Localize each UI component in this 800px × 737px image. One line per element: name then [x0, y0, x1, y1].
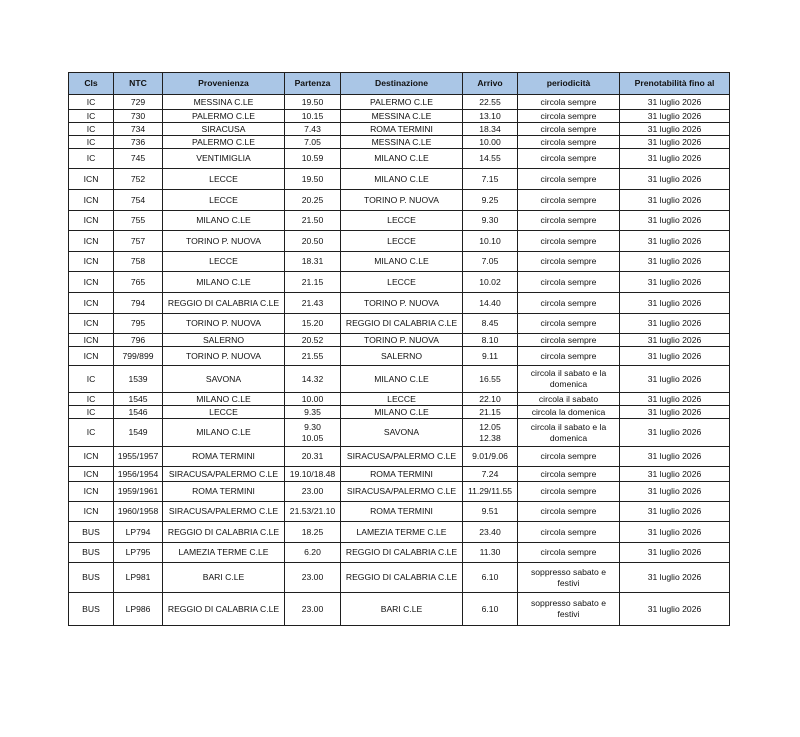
cell-cls: ICN — [69, 314, 114, 334]
cell-arrivo: 10.10 — [463, 231, 518, 252]
cell-prenotabilita: 31 luglio 2026 — [620, 522, 730, 543]
cell-ntc: 1546 — [114, 406, 163, 419]
cell-periodicita: circola sempre — [518, 522, 620, 543]
cell-arrivo: 7.05 — [463, 252, 518, 272]
cell-destinazione: LAMEZIA TERME C.LE — [341, 522, 463, 543]
cell-arrivo: 11.30 — [463, 543, 518, 563]
cell-prenotabilita: 31 luglio 2026 — [620, 149, 730, 169]
cell-arrivo: 8.45 — [463, 314, 518, 334]
table-row — [69, 563, 730, 593]
cell-partenza: 19.50 — [285, 95, 341, 110]
cell-cls: ICN — [69, 467, 114, 482]
cell-destinazione: LECCE — [341, 393, 463, 406]
cell-arrivo: 6.10 — [463, 593, 518, 626]
cell-ntc: 1955/1957 — [114, 447, 163, 467]
table-row — [69, 502, 730, 522]
cell-cls: IC — [69, 136, 114, 149]
cell-partenza: 20.31 — [285, 447, 341, 467]
cell-prenotabilita: 31 luglio 2026 — [620, 347, 730, 366]
cell-provenienza: LECCE — [163, 169, 285, 190]
cell-provenienza: TORINO P. NUOVA — [163, 231, 285, 252]
cell-cls: ICN — [69, 447, 114, 467]
cell-cls: ICN — [69, 347, 114, 366]
cell-arrivo: 7.24 — [463, 467, 518, 482]
cell-provenienza: SIRACUSA — [163, 123, 285, 136]
cell-periodicita: circola sempre — [518, 110, 620, 123]
table-row — [69, 482, 730, 502]
cell-arrivo: 14.55 — [463, 149, 518, 169]
cell-arrivo: 10.02 — [463, 272, 518, 293]
cell-periodicita: soppresso sabato e festivi — [518, 563, 620, 593]
header-partenza: Partenza — [285, 73, 341, 95]
cell-destinazione: ROMA TERMINI — [341, 123, 463, 136]
cell-cls: IC — [69, 393, 114, 406]
cell-destinazione: SIRACUSA/PALERMO C.LE — [341, 447, 463, 467]
cell-prenotabilita: 31 luglio 2026 — [620, 502, 730, 522]
cell-provenienza: BARI C.LE — [163, 563, 285, 593]
table-row — [69, 522, 730, 543]
cell-ntc: 1956/1954 — [114, 467, 163, 482]
table-row — [69, 334, 730, 347]
cell-provenienza: SALERNO — [163, 334, 285, 347]
cell-provenienza: VENTIMIGLIA — [163, 149, 285, 169]
cell-prenotabilita: 31 luglio 2026 — [620, 169, 730, 190]
table-row — [69, 252, 730, 272]
cell-destinazione: SAVONA — [341, 419, 463, 447]
cell-periodicita: circola sempre — [518, 123, 620, 136]
cell-periodicita: circola sempre — [518, 467, 620, 482]
cell-partenza: 23.00 — [285, 482, 341, 502]
cell-destinazione: TORINO P. NUOVA — [341, 293, 463, 314]
table-row — [69, 136, 730, 149]
cell-arrivo: 22.10 — [463, 393, 518, 406]
cell-provenienza: MILANO C.LE — [163, 419, 285, 447]
cell-arrivo: 23.40 — [463, 522, 518, 543]
cell-prenotabilita: 31 luglio 2026 — [620, 293, 730, 314]
cell-partenza: 20.52 — [285, 334, 341, 347]
cell-arrivo: 7.15 — [463, 169, 518, 190]
cell-cls: BUS — [69, 593, 114, 626]
cell-cls: IC — [69, 95, 114, 110]
table-row — [69, 169, 730, 190]
cell-destinazione: PALERMO C.LE — [341, 95, 463, 110]
cell-prenotabilita: 31 luglio 2026 — [620, 447, 730, 467]
cell-provenienza: REGGIO DI CALABRIA C.LE — [163, 593, 285, 626]
cell-provenienza: MESSINA C.LE — [163, 95, 285, 110]
cell-partenza: 9.30 10.05 — [285, 419, 341, 447]
cell-arrivo: 14.40 — [463, 293, 518, 314]
table-row — [69, 447, 730, 467]
cell-arrivo: 8.10 — [463, 334, 518, 347]
cell-provenienza: PALERMO C.LE — [163, 110, 285, 123]
cell-destinazione: LECCE — [341, 231, 463, 252]
cell-periodicita: circola sempre — [518, 502, 620, 522]
cell-prenotabilita: 31 luglio 2026 — [620, 543, 730, 563]
cell-ntc: 765 — [114, 272, 163, 293]
cell-periodicita: circola sempre — [518, 314, 620, 334]
cell-arrivo: 16.55 — [463, 366, 518, 393]
cell-prenotabilita: 31 luglio 2026 — [620, 419, 730, 447]
cell-ntc: 1959/1961 — [114, 482, 163, 502]
table-row — [69, 347, 730, 366]
cell-ntc: 1539 — [114, 366, 163, 393]
cell-partenza: 21.55 — [285, 347, 341, 366]
cell-periodicita: circola il sabato e la domenica — [518, 366, 620, 393]
cell-partenza: 18.25 — [285, 522, 341, 543]
cell-destinazione: MILANO C.LE — [341, 252, 463, 272]
cell-ntc: 736 — [114, 136, 163, 149]
cell-cls: IC — [69, 419, 114, 447]
cell-periodicita: circola sempre — [518, 293, 620, 314]
cell-prenotabilita: 31 luglio 2026 — [620, 272, 730, 293]
cell-partenza: 10.00 — [285, 393, 341, 406]
cell-destinazione: MILANO C.LE — [341, 366, 463, 393]
table-row — [69, 314, 730, 334]
cell-prenotabilita: 31 luglio 2026 — [620, 211, 730, 231]
train-schedule-table — [68, 72, 730, 626]
cell-ntc: 1545 — [114, 393, 163, 406]
cell-partenza: 15.20 — [285, 314, 341, 334]
cell-periodicita: circola sempre — [518, 211, 620, 231]
cell-partenza: 9.35 — [285, 406, 341, 419]
cell-arrivo: 12.05 12.38 — [463, 419, 518, 447]
cell-ntc: 758 — [114, 252, 163, 272]
table-row — [69, 467, 730, 482]
cell-prenotabilita: 31 luglio 2026 — [620, 314, 730, 334]
cell-cls: IC — [69, 149, 114, 169]
table-row — [69, 190, 730, 211]
cell-arrivo: 10.00 — [463, 136, 518, 149]
cell-provenienza: ROMA TERMINI — [163, 482, 285, 502]
cell-ntc: 794 — [114, 293, 163, 314]
cell-destinazione: REGGIO DI CALABRIA C.LE — [341, 543, 463, 563]
cell-periodicita: circola sempre — [518, 482, 620, 502]
cell-periodicita: circola sempre — [518, 149, 620, 169]
cell-ntc: 745 — [114, 149, 163, 169]
cell-cls: BUS — [69, 522, 114, 543]
cell-arrivo: 9.30 — [463, 211, 518, 231]
cell-periodicita: circola la domenica — [518, 406, 620, 419]
cell-arrivo: 9.11 — [463, 347, 518, 366]
cell-partenza: 21.50 — [285, 211, 341, 231]
cell-partenza: 14.32 — [285, 366, 341, 393]
cell-provenienza: SIRACUSA/PALERMO C.LE — [163, 467, 285, 482]
cell-destinazione: MESSINA C.LE — [341, 136, 463, 149]
cell-partenza: 23.00 — [285, 593, 341, 626]
cell-arrivo: 9.51 — [463, 502, 518, 522]
cell-ntc: 752 — [114, 169, 163, 190]
cell-periodicita: circola sempre — [518, 334, 620, 347]
cell-provenienza: LECCE — [163, 252, 285, 272]
cell-periodicita: soppresso sabato e festivi — [518, 593, 620, 626]
cell-prenotabilita: 31 luglio 2026 — [620, 393, 730, 406]
cell-cls: IC — [69, 110, 114, 123]
cell-cls: ICN — [69, 169, 114, 190]
cell-partenza: 19.10/18.48 — [285, 467, 341, 482]
cell-arrivo: 18.34 — [463, 123, 518, 136]
cell-destinazione: LECCE — [341, 211, 463, 231]
cell-partenza: 6.20 — [285, 543, 341, 563]
cell-ntc: 796 — [114, 334, 163, 347]
cell-prenotabilita: 31 luglio 2026 — [620, 563, 730, 593]
cell-ntc: 1549 — [114, 419, 163, 447]
cell-prenotabilita: 31 luglio 2026 — [620, 123, 730, 136]
cell-cls: IC — [69, 123, 114, 136]
cell-prenotabilita: 31 luglio 2026 — [620, 406, 730, 419]
cell-arrivo: 13.10 — [463, 110, 518, 123]
cell-periodicita: circola sempre — [518, 190, 620, 211]
cell-periodicita: circola sempre — [518, 231, 620, 252]
cell-ntc: LP795 — [114, 543, 163, 563]
header-periodicita: periodicità — [518, 73, 620, 95]
header-destinazione: Destinazione — [341, 73, 463, 95]
cell-periodicita: circola sempre — [518, 347, 620, 366]
cell-prenotabilita: 31 luglio 2026 — [620, 334, 730, 347]
cell-cls: ICN — [69, 334, 114, 347]
table-row — [69, 406, 730, 419]
cell-cls: ICN — [69, 211, 114, 231]
table-row — [69, 231, 730, 252]
table-row — [69, 123, 730, 136]
table-row — [69, 543, 730, 563]
cell-cls: BUS — [69, 543, 114, 563]
cell-provenienza: LECCE — [163, 406, 285, 419]
cell-prenotabilita: 31 luglio 2026 — [620, 482, 730, 502]
cell-cls: IC — [69, 366, 114, 393]
cell-destinazione: LECCE — [341, 272, 463, 293]
cell-arrivo: 21.15 — [463, 406, 518, 419]
cell-ntc: 795 — [114, 314, 163, 334]
cell-ntc: 730 — [114, 110, 163, 123]
header-provenienza: Provenienza — [163, 73, 285, 95]
cell-prenotabilita: 31 luglio 2026 — [620, 366, 730, 393]
cell-provenienza: REGGIO DI CALABRIA C.LE — [163, 522, 285, 543]
table-row — [69, 366, 730, 393]
cell-cls: ICN — [69, 293, 114, 314]
cell-periodicita: circola sempre — [518, 252, 620, 272]
cell-periodicita: circola il sabato e la domenica — [518, 419, 620, 447]
table-header-row — [69, 73, 730, 95]
cell-partenza: 23.00 — [285, 563, 341, 593]
table-row — [69, 272, 730, 293]
cell-periodicita: circola sempre — [518, 169, 620, 190]
cell-provenienza: MILANO C.LE — [163, 211, 285, 231]
cell-destinazione: SIRACUSA/PALERMO C.LE — [341, 482, 463, 502]
table-row — [69, 593, 730, 626]
cell-provenienza: TORINO P. NUOVA — [163, 347, 285, 366]
cell-cls: ICN — [69, 231, 114, 252]
cell-provenienza: SAVONA — [163, 366, 285, 393]
cell-ntc: 1960/1958 — [114, 502, 163, 522]
cell-provenienza: MILANO C.LE — [163, 393, 285, 406]
cell-partenza: 7.43 — [285, 123, 341, 136]
cell-partenza: 21.53/21.10 — [285, 502, 341, 522]
cell-partenza: 20.50 — [285, 231, 341, 252]
cell-ntc: 757 — [114, 231, 163, 252]
cell-arrivo: 9.01/9.06 — [463, 447, 518, 467]
cell-cls: ICN — [69, 502, 114, 522]
table-row — [69, 211, 730, 231]
header-prenotabilita: Prenotabilità fino al — [620, 73, 730, 95]
cell-prenotabilita: 31 luglio 2026 — [620, 110, 730, 123]
cell-destinazione: MILANO C.LE — [341, 406, 463, 419]
cell-periodicita: circola sempre — [518, 543, 620, 563]
table-body — [69, 95, 730, 626]
table-row — [69, 95, 730, 110]
table-row — [69, 293, 730, 314]
cell-provenienza: TORINO P. NUOVA — [163, 314, 285, 334]
cell-provenienza: LAMEZIA TERME C.LE — [163, 543, 285, 563]
cell-partenza: 19.50 — [285, 169, 341, 190]
cell-arrivo: 9.25 — [463, 190, 518, 211]
cell-cls: ICN — [69, 252, 114, 272]
cell-ntc: LP981 — [114, 563, 163, 593]
cell-cls: BUS — [69, 563, 114, 593]
table-row — [69, 419, 730, 447]
cell-provenienza: LECCE — [163, 190, 285, 211]
cell-cls: ICN — [69, 190, 114, 211]
cell-partenza: 10.15 — [285, 110, 341, 123]
cell-provenienza: SIRACUSA/PALERMO C.LE — [163, 502, 285, 522]
cell-arrivo: 6.10 — [463, 563, 518, 593]
cell-ntc: 755 — [114, 211, 163, 231]
cell-destinazione: TORINO P. NUOVA — [341, 334, 463, 347]
cell-destinazione: BARI C.LE — [341, 593, 463, 626]
cell-prenotabilita: 31 luglio 2026 — [620, 252, 730, 272]
header-ntc: NTC — [114, 73, 163, 95]
cell-ntc: 799/899 — [114, 347, 163, 366]
cell-destinazione: ROMA TERMINI — [341, 467, 463, 482]
cell-periodicita: circola il sabato — [518, 393, 620, 406]
cell-destinazione: REGGIO DI CALABRIA C.LE — [341, 563, 463, 593]
cell-partenza: 20.25 — [285, 190, 341, 211]
cell-destinazione: TORINO P. NUOVA — [341, 190, 463, 211]
table-row — [69, 393, 730, 406]
cell-provenienza: MILANO C.LE — [163, 272, 285, 293]
cell-ntc: 729 — [114, 95, 163, 110]
cell-prenotabilita: 31 luglio 2026 — [620, 467, 730, 482]
cell-partenza: 10.59 — [285, 149, 341, 169]
cell-destinazione: MESSINA C.LE — [341, 110, 463, 123]
cell-ntc: 754 — [114, 190, 163, 211]
cell-destinazione: MILANO C.LE — [341, 169, 463, 190]
cell-periodicita: circola sempre — [518, 447, 620, 467]
cell-provenienza: REGGIO DI CALABRIA C.LE — [163, 293, 285, 314]
cell-ntc: 734 — [114, 123, 163, 136]
table-row — [69, 149, 730, 169]
cell-cls: IC — [69, 406, 114, 419]
cell-destinazione: SALERNO — [341, 347, 463, 366]
cell-partenza: 18.31 — [285, 252, 341, 272]
cell-periodicita: circola sempre — [518, 136, 620, 149]
cell-destinazione: REGGIO DI CALABRIA C.LE — [341, 314, 463, 334]
table-row — [69, 110, 730, 123]
cell-prenotabilita: 31 luglio 2026 — [620, 593, 730, 626]
cell-destinazione: ROMA TERMINI — [341, 502, 463, 522]
cell-partenza: 7.05 — [285, 136, 341, 149]
cell-prenotabilita: 31 luglio 2026 — [620, 231, 730, 252]
cell-ntc: LP794 — [114, 522, 163, 543]
cell-periodicita: circola sempre — [518, 95, 620, 110]
cell-provenienza: ROMA TERMINI — [163, 447, 285, 467]
cell-cls: ICN — [69, 272, 114, 293]
cell-prenotabilita: 31 luglio 2026 — [620, 95, 730, 110]
cell-partenza: 21.15 — [285, 272, 341, 293]
cell-prenotabilita: 31 luglio 2026 — [620, 190, 730, 211]
cell-arrivo: 11.29/11.55 — [463, 482, 518, 502]
header-arrivo: Arrivo — [463, 73, 518, 95]
cell-cls: ICN — [69, 482, 114, 502]
cell-provenienza: PALERMO C.LE — [163, 136, 285, 149]
cell-partenza: 21.43 — [285, 293, 341, 314]
cell-arrivo: 22.55 — [463, 95, 518, 110]
cell-destinazione: MILANO C.LE — [341, 149, 463, 169]
cell-prenotabilita: 31 luglio 2026 — [620, 136, 730, 149]
cell-periodicita: circola sempre — [518, 272, 620, 293]
header-cls: Cls — [69, 73, 114, 95]
cell-ntc: LP986 — [114, 593, 163, 626]
